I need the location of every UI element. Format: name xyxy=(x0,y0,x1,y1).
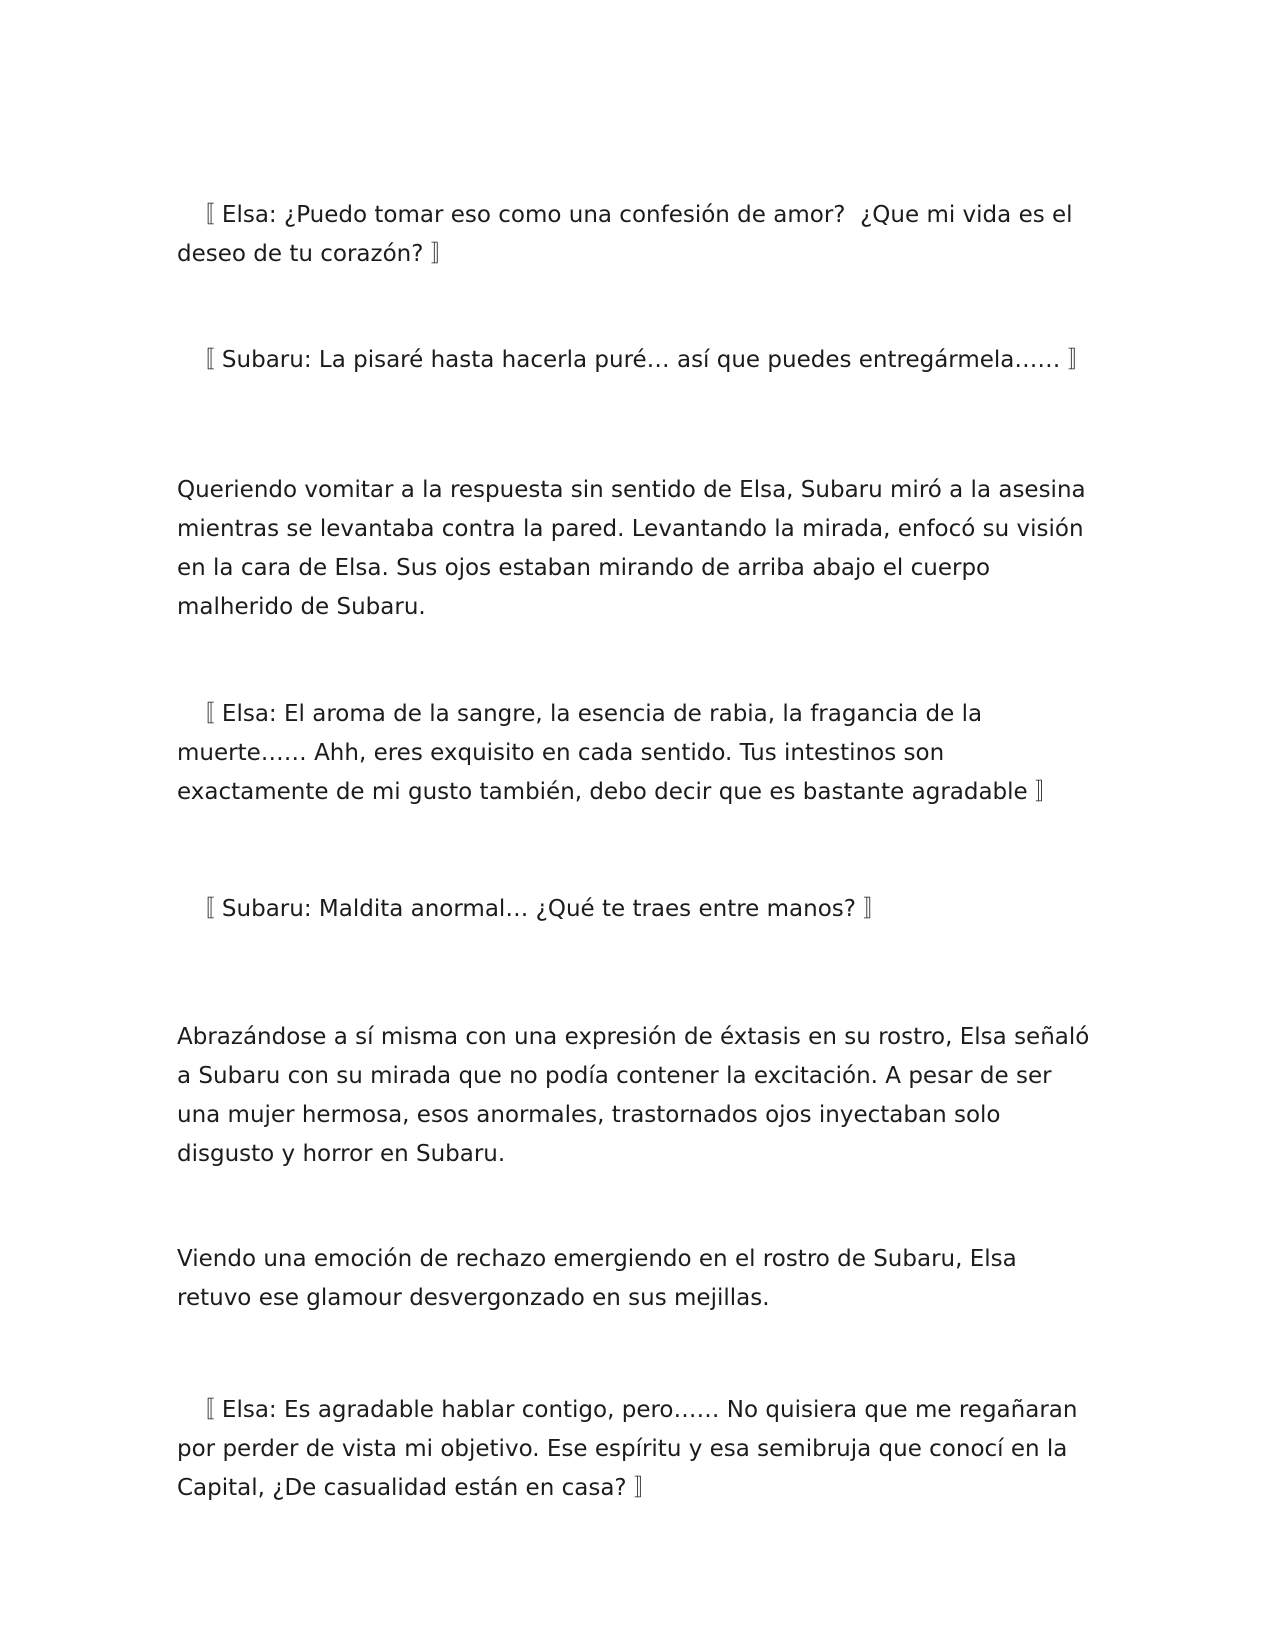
paragraph-narration-2: Abrazándose a sí misma con una expresión de éxtasis en su rostro, Elsa señaló a Subaru con su mirada que no podía contener la excitación. A pesar de ser una mujer hermosa, esos anormales, trastornados ojos inyectaban solo disgusto y horror en Subaru. xyxy=(177,1024,1090,1167)
paragraph-subaru-maldita: 〚 Subaru: Maldita anormal… ¿Qué te traes entre manos? 〛 xyxy=(177,896,887,922)
paragraph-narration-1: Queriendo vomitar a la respuesta sin sentido de Elsa, Subaru miró a la asesina mientras se levantaba contra la pared. Levantando la mirada, enfocó su visión en la cara de Elsa. Sus ojos estaban mirando de arriba abajo el cuerpo malherido de Subaru. xyxy=(177,477,1086,620)
paragraph-elsa-objetivo: 〚 Elsa: Es agradable hablar contigo, pero…… No quisiera que me regañaran por perder de vista mi objetivo. Ese espíritu y esa semibruja que conocí en la Capital, ¿De casualidad están en casa? 〛 xyxy=(177,1397,1078,1501)
paragraph-narration-3: Viendo una emoción de rechazo emergiendo en el rostro de Subaru, Elsa retuvo ese glamour desvergonzado en sus mejillas. xyxy=(177,1246,1017,1311)
paragraph-elsa-aroma: 〚 Elsa: El aroma de la sangre, la esencia de rabia, la fragancia de la muerte…… Ahh, eres exquisito en cada sentido. Tus intestinos son exactamente de mi gusto también, debo decir que es bastante agradable 〛 xyxy=(177,701,1059,805)
paragraph-elsa-confession: 〚 Elsa: ¿Puedo tomar eso como una confesión de amor? ¿Que mi vida es el deseo de tu corazón? 〛 xyxy=(177,202,1073,267)
paragraph-subaru-reply: 〚 Subaru: La pisaré hasta hacerla puré… así que puedes entregármela…… 〛 xyxy=(177,347,1091,373)
